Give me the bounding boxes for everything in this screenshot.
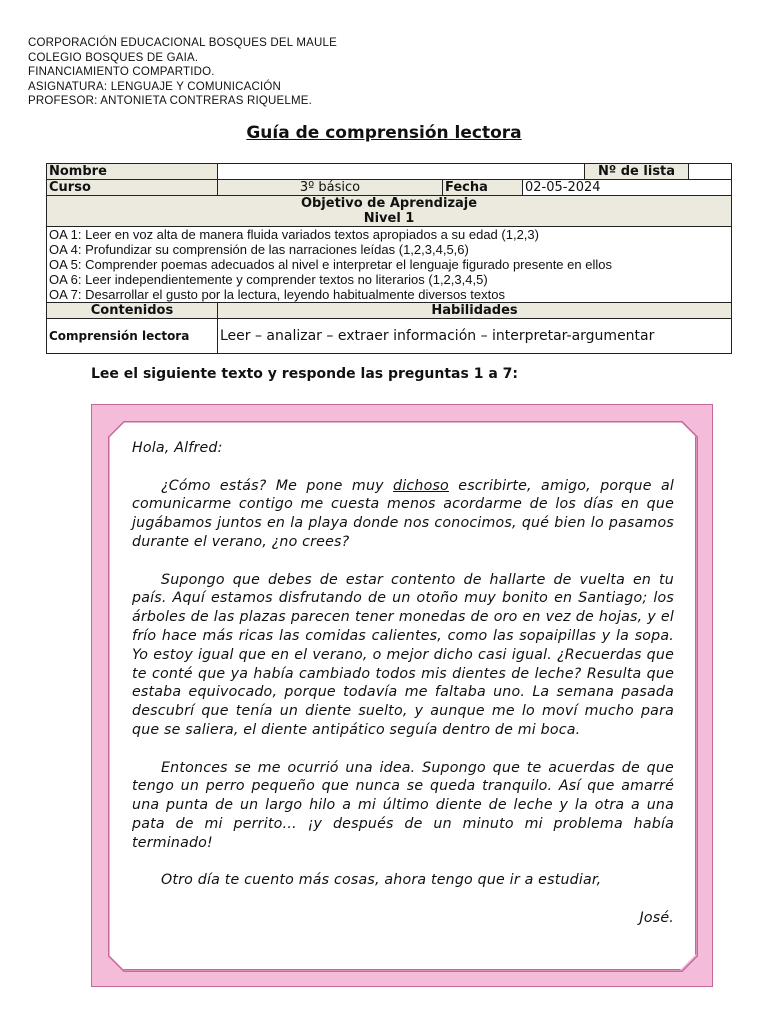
oa-item: OA 6: Leer independientemente y comprender textos no literarios (1,2,3,4,5) [49, 272, 488, 287]
fecha-value: 02-05-2024 [523, 180, 732, 196]
objetivo-label: Objetivo de Aprendizaje [300, 196, 478, 211]
oa-item: OA 4: Profundizar su comprensión de las narraciones leídas (1,2,3,4,5,6) [49, 242, 469, 257]
letter-paragraph-2: Supongo que debes de estar contento de hallarte de vuelta en tu país. Aquí estamos disfrutando de un otoño muy bonito en Santiago; los árboles de las plazas parecen tener monedas de oro en vez de hojas, y el frío hace más ricas las comidas calientes, como las sopaipillas y la sopa. Yo estoy igual que en el verano, o mejor dicho casi igual. ¿Recuerdas que te conté que ya había cambiado todos mis dientes de leche? Resulta que estaba equivocado, porque todavía me faltaba uno. La semana pasada descubrí que tenía un diente suelto, y aunque me lo moví mucho para que se saliera, el diente antipático seguía dentro de mi boca. [132, 571, 674, 738]
instruction-text: Lee el siguiente texto y responde las preguntas 1 a 7: [91, 366, 518, 382]
letter-paragraph-3: Entonces se me ocurrió una idea. Supongo que te acuerdas de que tengo un perro pequeño que nunca se queda tranquilo. Así que amarré una punta de un largo hilo a mi último diente de leche y la otra a una pata de mi perrito… ¡y después de un minuto mi problema había terminado! [132, 759, 674, 851]
letter-frame [91, 404, 713, 987]
header-line-institution: CORPORACIÓN EDUCACIONAL BOSQUES DEL MAULE [28, 37, 337, 49]
lista-label: Nº de lista [585, 164, 689, 180]
fecha-label: Fecha [443, 180, 523, 196]
contenidos-label: Contenidos [47, 303, 218, 319]
habilidades-label: Habilidades [218, 303, 732, 319]
letter-signature: José. [639, 909, 674, 926]
underlined-word: dichoso [393, 477, 449, 494]
oa-item: OA 7: Desarrollar el gusto por la lectura, leyendo habitualmente diversos textos [49, 287, 505, 302]
header-line-school: COLEGIO BOSQUES DE GAIA. [28, 51, 199, 64]
nombre-label: Nombre [47, 164, 218, 180]
letter-paragraph-4: Otro día te cuento más cosas, ahora tengo que ir a estudiar, [161, 872, 602, 889]
contenido-value: Comprensión lectora [47, 319, 218, 354]
student-info-table [46, 163, 732, 354]
letter-greeting: Hola, Alfred: [132, 440, 223, 456]
nombre-field[interactable] [218, 164, 585, 180]
oa-list [47, 227, 732, 303]
letter-text [132, 439, 674, 928]
oa-item: OA 1: Leer en voz alta de manera fluida variados textos apropiados a su edad (1,2,3) [49, 227, 539, 242]
objetivo-header [47, 196, 732, 227]
curso-value: 3º básico [218, 180, 443, 196]
nivel-label: Nivel 1 [363, 211, 415, 226]
habilidades-value: Leer – analizar – extraer información – interpretar-argumentar [218, 319, 732, 354]
header-line-teacher: PROFESOR: ANTONIETA CONTRERAS RIQUELME. [28, 95, 313, 107]
letter-paragraph-1: ¿Cómo estás? Me pone muy dichoso escribirte, amigo, porque al comunicarme contigo me cuesta menos acordarme de los días en que jugábamos juntos en la playa donde nos conocimos, qué bien lo pasamos durante el verano, ¿no crees? [132, 477, 674, 550]
oa-item: OA 5: Comprender poemas adecuados al nivel e interpretar el lenguaje figurado presente en ellos [49, 257, 612, 272]
header-line-subject: ASIGNATURA: LENGUAJE Y COMUNICACIÓN [28, 80, 282, 93]
header-line-financing: FINANCIAMIENTO COMPARTIDO. [28, 66, 215, 78]
curso-label: Curso [47, 180, 218, 196]
lista-field[interactable] [689, 164, 732, 180]
school-header [28, 36, 337, 109]
page-title: Guía de comprensión lectora [246, 123, 522, 143]
